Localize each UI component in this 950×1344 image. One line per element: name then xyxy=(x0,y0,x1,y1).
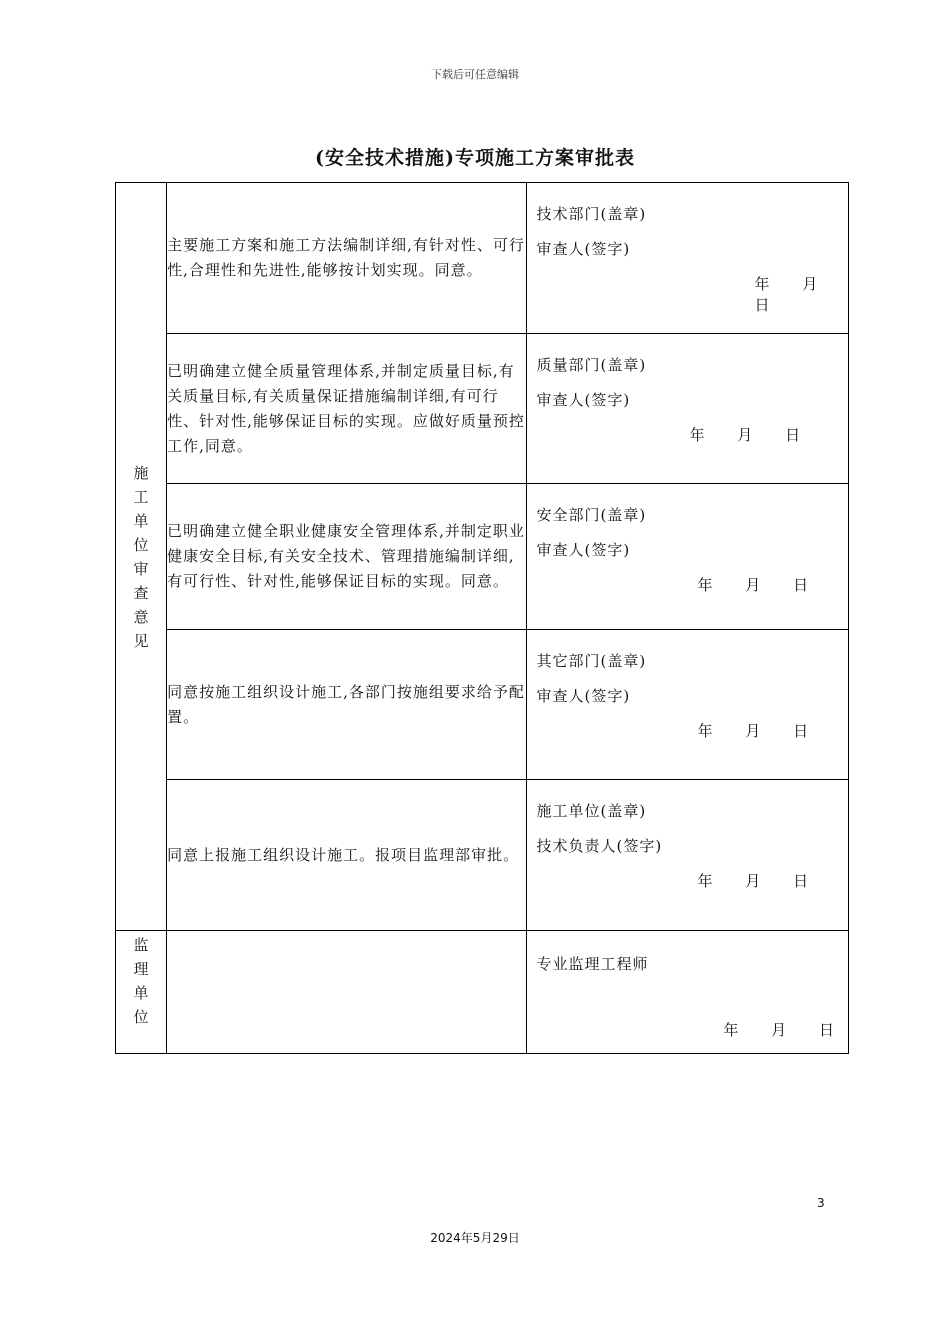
label-char: 监 xyxy=(133,936,149,954)
reviewer-signature-label: 审查人(签字) xyxy=(536,240,631,258)
label-char: 审 xyxy=(133,559,149,578)
label-char: 单 xyxy=(133,511,149,530)
sign-cell xyxy=(526,484,848,630)
opinion-cell xyxy=(167,484,526,630)
label-char: 施 xyxy=(133,463,149,482)
date-label: 年 月 日 xyxy=(697,872,823,890)
sign-cell xyxy=(526,630,848,780)
reviewer-signature-label: 技术负责人(签字) xyxy=(536,837,663,855)
page-header-note: 下载后可任意编辑 xyxy=(431,68,519,81)
date-label: 年 月 日 xyxy=(754,275,832,314)
opinion-text: 同意按施工组织设计施工,各部门按施组要求给予配置。 xyxy=(167,682,525,726)
review-row-safety xyxy=(116,484,849,630)
date-label: 年 月 日 xyxy=(697,576,823,594)
supervising-engineer-label: 专业监理工程师 xyxy=(536,955,649,973)
label-char: 查 xyxy=(133,583,149,602)
opinion-text: 已明确建立健全质量管理体系,并制定质量目标,有关质量目标,有关质量保证措施编制详细,有可行性、针对性,能够保证目标的实现。应做好质量预控工作,同意。 xyxy=(167,361,525,455)
opinion-cell xyxy=(167,780,526,931)
department-stamp-label: 质量部门(盖章) xyxy=(536,356,647,374)
sign-cell xyxy=(526,334,848,484)
opinion-cell xyxy=(167,334,526,484)
label-char: 工 xyxy=(133,487,149,506)
review-row-quality xyxy=(116,334,849,484)
review-row-other xyxy=(116,630,849,780)
department-stamp-label: 施工单位(盖章) xyxy=(536,802,647,820)
label-char: 位 xyxy=(133,535,149,554)
department-stamp-label: 技术部门(盖章) xyxy=(536,205,647,223)
supervision-sign-cell xyxy=(526,931,848,1054)
opinion-text: 同意上报施工组织设计施工。报项目监理部审批。 xyxy=(167,845,520,864)
label-char: 意 xyxy=(133,607,149,626)
reviewer-signature-label: 审查人(签字) xyxy=(536,391,631,409)
document-title: (安全技术措施)专项施工方案审批表 xyxy=(315,147,635,169)
construction-unit-label xyxy=(116,183,167,931)
approval-table xyxy=(115,182,849,1054)
date-label: 年 月 日 xyxy=(697,722,823,740)
footer-date: 2024年5月29日 xyxy=(430,1231,520,1245)
label-char: 单 xyxy=(133,984,149,1002)
supervision-row xyxy=(116,931,849,1054)
supervision-unit-label xyxy=(116,931,167,1054)
review-row-unit xyxy=(116,780,849,931)
department-stamp-label: 安全部门(盖章) xyxy=(536,506,647,524)
sign-cell xyxy=(526,780,848,931)
date-label: 年 月 日 xyxy=(723,1021,848,1039)
opinion-text: 主要施工方案和施工方法编制详细,有针对性、可行性,合理性和先进性,能够按计划实现。同意。 xyxy=(167,236,525,279)
review-row-technical xyxy=(116,183,849,334)
page-number: 3 xyxy=(817,1196,825,1210)
label-char: 理 xyxy=(133,960,149,978)
department-stamp-label: 其它部门(盖章) xyxy=(536,652,647,670)
date-label: 年 月 日 xyxy=(689,426,815,444)
opinion-cell xyxy=(167,183,526,334)
sign-cell xyxy=(526,183,848,334)
opinion-text: 已明确建立健全职业健康安全管理体系,并制定职业健康安全目标,有关安全技术、管理措施编制详细,有可行性、针对性,能够保证目标的实现。同意。 xyxy=(167,522,525,590)
reviewer-signature-label: 审查人(签字) xyxy=(536,541,631,559)
label-char: 见 xyxy=(133,631,149,650)
opinion-cell xyxy=(167,630,526,780)
supervision-opinion-cell xyxy=(167,931,526,1054)
label-char: 位 xyxy=(133,1008,149,1026)
reviewer-signature-label: 审查人(签字) xyxy=(536,687,631,705)
